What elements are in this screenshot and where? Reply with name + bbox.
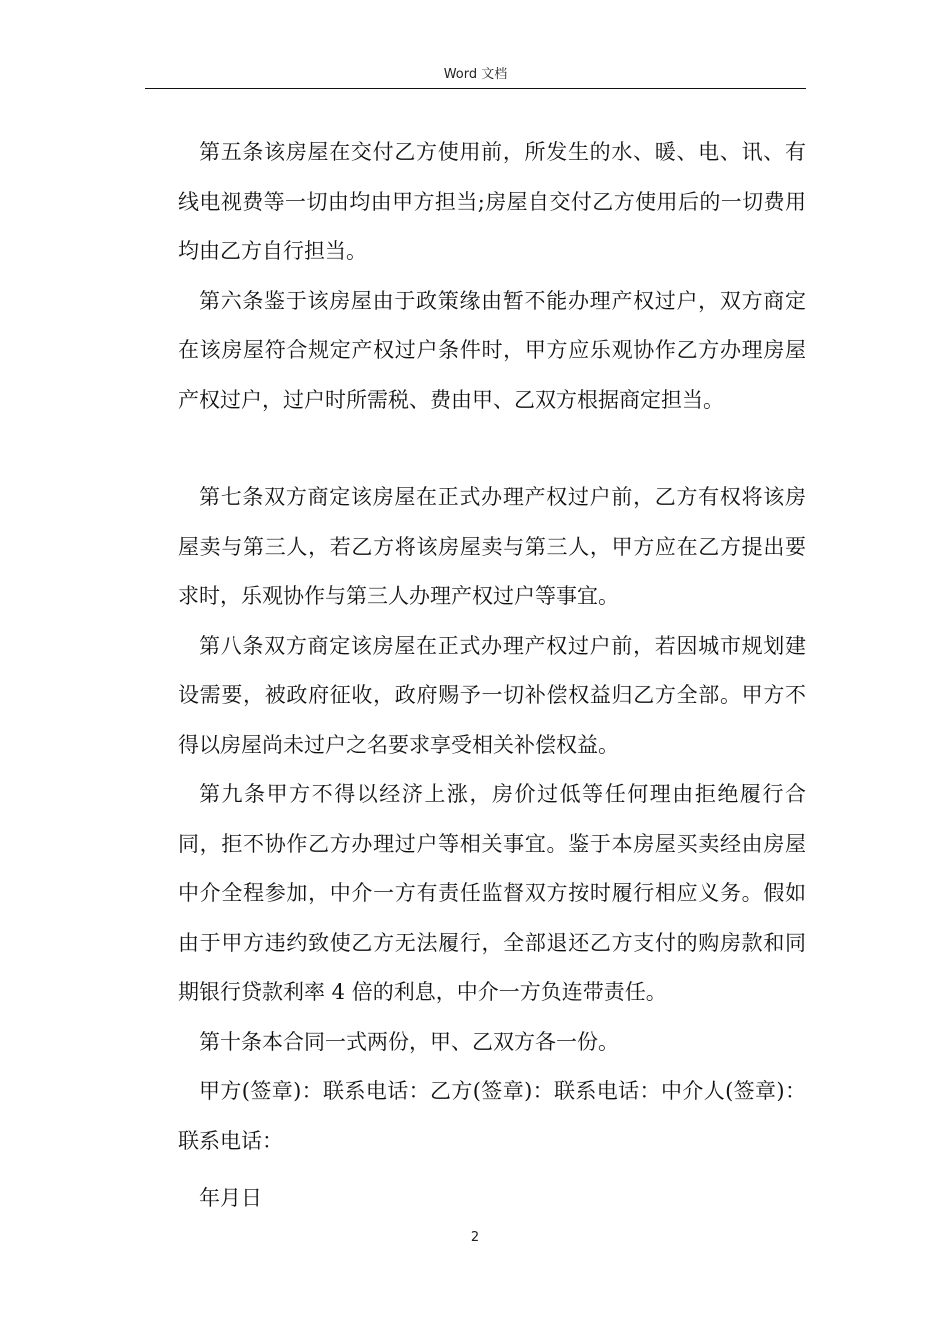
clause-9-paragraph: 第九条甲方不得以经济上涨，房价过低等任何理由拒绝履行合同，拒不协作乙方办理过户等相关事宜。鉴于本房屋买卖经由房屋中介全程参加，中介一方有责任监督双方按时履行相应义务。假如由于甲方违约致使乙方无法履行，全部退还乙方支付的购房款和同期银行贷款利率 4 倍的利息，中介一方负连带责任。 [178,782,806,1004]
page-number: 2 [470,1230,480,1245]
date-line: 年月日 [199,1186,262,1210]
header-divider [145,88,806,89]
clause-7-paragraph: 第七条双方商定该房屋在正式办理产权过户前，乙方有权将该房屋卖与第三人，若乙方将该房屋卖与第三人，甲方应在乙方提出要求时，乐观协作与第三人办理产权过户等事宜。 [178,485,806,608]
page-header: Word 文档 [443,67,508,82]
clause-8-paragraph: 第八条双方商定该房屋在正式办理产权过户前，若因城市规划建设需要，被政府征收，政府赐予一切补偿权益归乙方全部。甲方不得以房屋尚未过户之名要求享受相关补偿权益。 [178,633,806,757]
signature-line: 甲方(签章)：联系电话：乙方(签章)：联系电话：中介人(签章)：联系电话： [178,1079,806,1153]
document-body [178,128,806,1224]
clause-5-paragraph: 第五条该房屋在交付乙方使用前，所发生的水、暖、电、讯、有线电视费等一切由均由甲方担当;房屋自交付乙方使用后的一切费用均由乙方自行担当。 [178,140,806,263]
clause-6-paragraph: 第六条鉴于该房屋由于政策缘由暂不能办理产权过户，双方商定在该房屋符合规定产权过户条件时，甲方应乐观协作乙方办理房屋产权过户，过户时所需税、费由甲、乙双方根据商定担当。 [178,288,806,412]
clause-10-paragraph: 第十条本合同一式两份，甲、乙双方各一份。 [199,1029,619,1054]
